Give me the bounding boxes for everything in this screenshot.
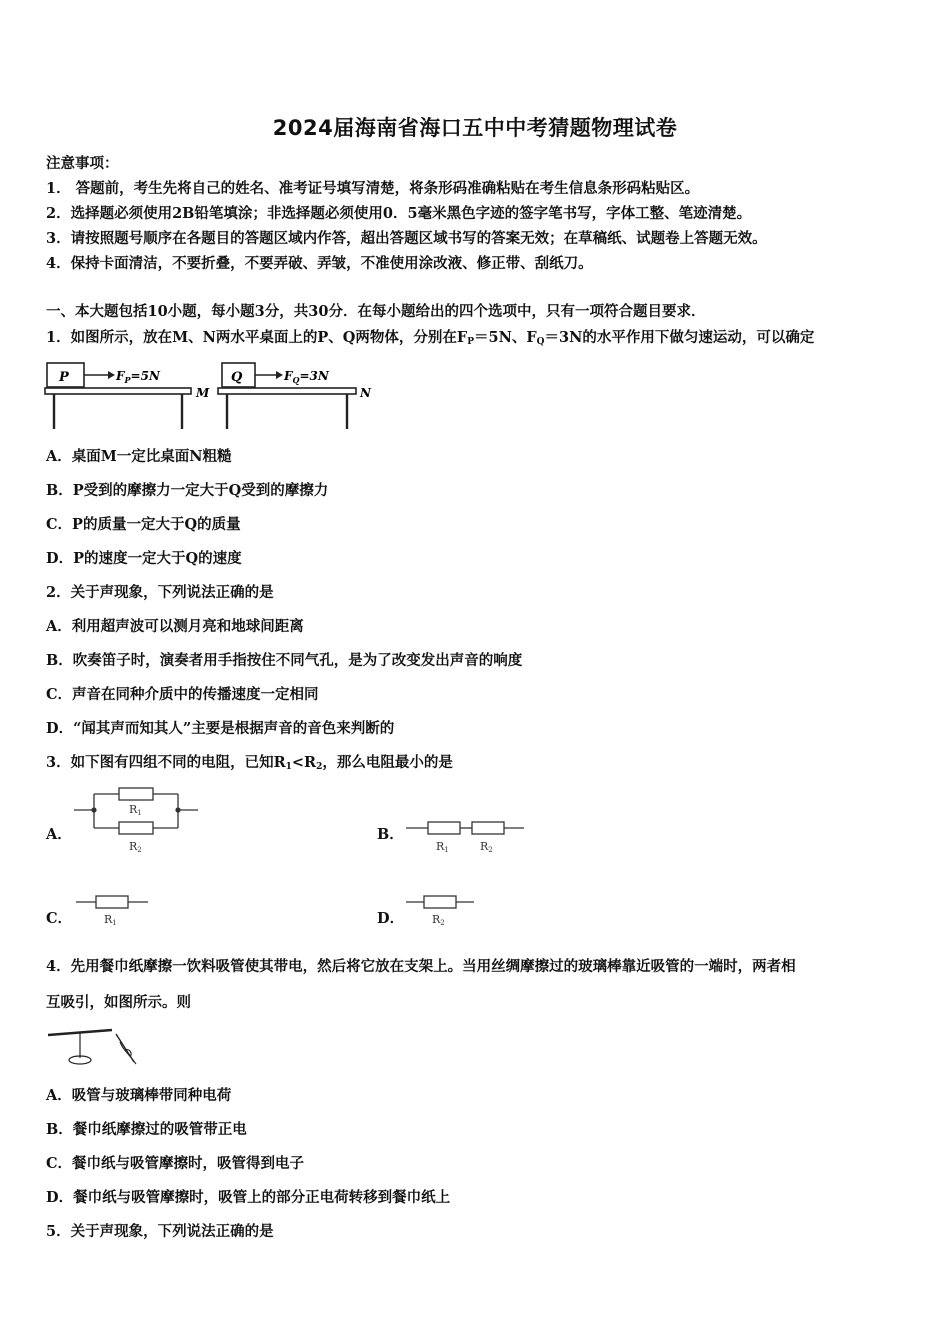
notice-item: 1． 答题前，考生先将自己的姓名、准考证号填写清楚，将条形码准确粘贴在考生信息条形码粘贴区。 — [46, 180, 700, 197]
q1-figure — [44, 355, 374, 433]
q2-stem: 2．关于声现象，下列说法正确的是 — [46, 584, 274, 601]
label-r1: R1 — [129, 803, 142, 817]
notice-heading: 注意事项： — [46, 155, 119, 172]
notice-item: 4．保持卡面清洁，不要折叠，不要弄破、弄皱，不准使用涂改液、修正带、刮纸刀。 — [46, 255, 593, 272]
resistor-r1 — [119, 788, 153, 800]
label-r2: R2 — [480, 840, 493, 854]
page-title: 2024届海南省海口五中中考猜题物理试卷 — [272, 116, 678, 140]
force-p-label: $F_P=5N$ — [116, 369, 160, 385]
q1-stem: 1．如图所示，放在M、N两水平桌面上的P、Q两物体，分别在$F_P=5N$、$F_Q=3N$的水平作用下做匀速运动，可以确定 — [46, 329, 815, 347]
table-m — [45, 363, 210, 429]
q3-stem: 3．如下图有四组不同的电阻，已知$R_1<R_2$，那么电阻最小的是 — [46, 754, 453, 772]
resistor-r2 — [472, 822, 504, 834]
q2-option-d[interactable]: D．“闻其声而知其人”主要是根据声音的音色来判断的 — [46, 720, 395, 737]
q3-circuit-d[interactable] — [404, 890, 476, 928]
q3-option-a[interactable]: A． — [46, 826, 72, 843]
block-p-label: P — [59, 370, 69, 385]
notice-item: 2．选择题必须使用2B铅笔填涂；非选择题必须使用0．5毫米黑色字迹的签字笔书写，字体工整、笔迹清楚。 — [46, 205, 752, 222]
resistor-r1 — [96, 896, 128, 908]
table-m-label: M — [196, 386, 210, 400]
q2-option-b[interactable]: B．吹奏笛子时，演奏者用手指按住不同气孔，是为了改变发出声音的响度 — [46, 652, 523, 669]
label-r1: R1 — [436, 840, 449, 854]
q2-option-c[interactable]: C．声音在同种介质中的传播速度一定相同 — [46, 686, 319, 703]
q1-option-c[interactable]: C．P的质量一定大于Q的质量 — [46, 516, 241, 533]
force-q-label: $F_Q=3N$ — [284, 369, 329, 385]
q4-stem-line2: 互吸引，如图所示。则 — [46, 994, 191, 1011]
q4-option-d[interactable]: D．餐巾纸与吸管摩擦时，吸管上的部分正电荷转移到餐巾纸上 — [46, 1189, 451, 1206]
q4-figure — [46, 1020, 144, 1070]
q2-option-a[interactable]: A．利用超声波可以测月亮和地球间距离 — [46, 618, 304, 635]
q1-option-d[interactable]: D．P的速度一定大于Q的速度 — [46, 550, 242, 567]
q4-stem-line1: 4．先用餐巾纸摩擦一饮料吸管使其带电，然后将它放在支架上。当用丝绸摩擦过的玻璃棒靠近吸管的一端时，两者相 — [46, 958, 796, 975]
table-n-label: N — [360, 386, 371, 400]
label-r1: R1 — [104, 913, 117, 927]
label-r2: R2 — [432, 913, 445, 927]
q4-option-a[interactable]: A．吸管与玻璃棒带同种电荷 — [46, 1087, 232, 1104]
q3-circuit-a[interactable] — [72, 784, 200, 856]
q4-option-b[interactable]: B．餐巾纸摩擦过的吸管带正电 — [46, 1121, 247, 1138]
q1-option-a[interactable]: A．桌面M一定比桌面N粗糙 — [46, 448, 232, 465]
q1-option-b[interactable]: B．P受到的摩擦力一定大于Q受到的摩擦力 — [46, 482, 329, 499]
resistor-r2 — [424, 896, 456, 908]
table-n — [218, 363, 372, 429]
resistor-r2 — [119, 822, 153, 834]
q3-option-d[interactable]: D． — [377, 910, 405, 927]
q4-option-c[interactable]: C．餐巾纸与吸管摩擦时，吸管得到电子 — [46, 1155, 305, 1172]
q3-circuit-b[interactable] — [404, 816, 526, 858]
resistor-r1 — [428, 822, 460, 834]
q3-circuit-c[interactable] — [74, 890, 150, 928]
q3-option-b[interactable]: B． — [377, 826, 404, 843]
q3-option-c[interactable]: C． — [46, 910, 73, 927]
notice-item: 3．请按照题号顺序在各题目的答题区域内作答，超出答题区域书写的答案无效；在草稿纸、试题卷上答题无效。 — [46, 230, 767, 247]
q5-stem: 5．关于声现象，下列说法正确的是 — [46, 1223, 274, 1240]
block-q-label: Q — [231, 370, 243, 385]
section-heading: 一、本大题包括10小题，每小题3分，共30分．在每小题给出的四个选项中，只有一项符合题目要求． — [46, 303, 706, 320]
label-r2: R2 — [129, 840, 142, 854]
